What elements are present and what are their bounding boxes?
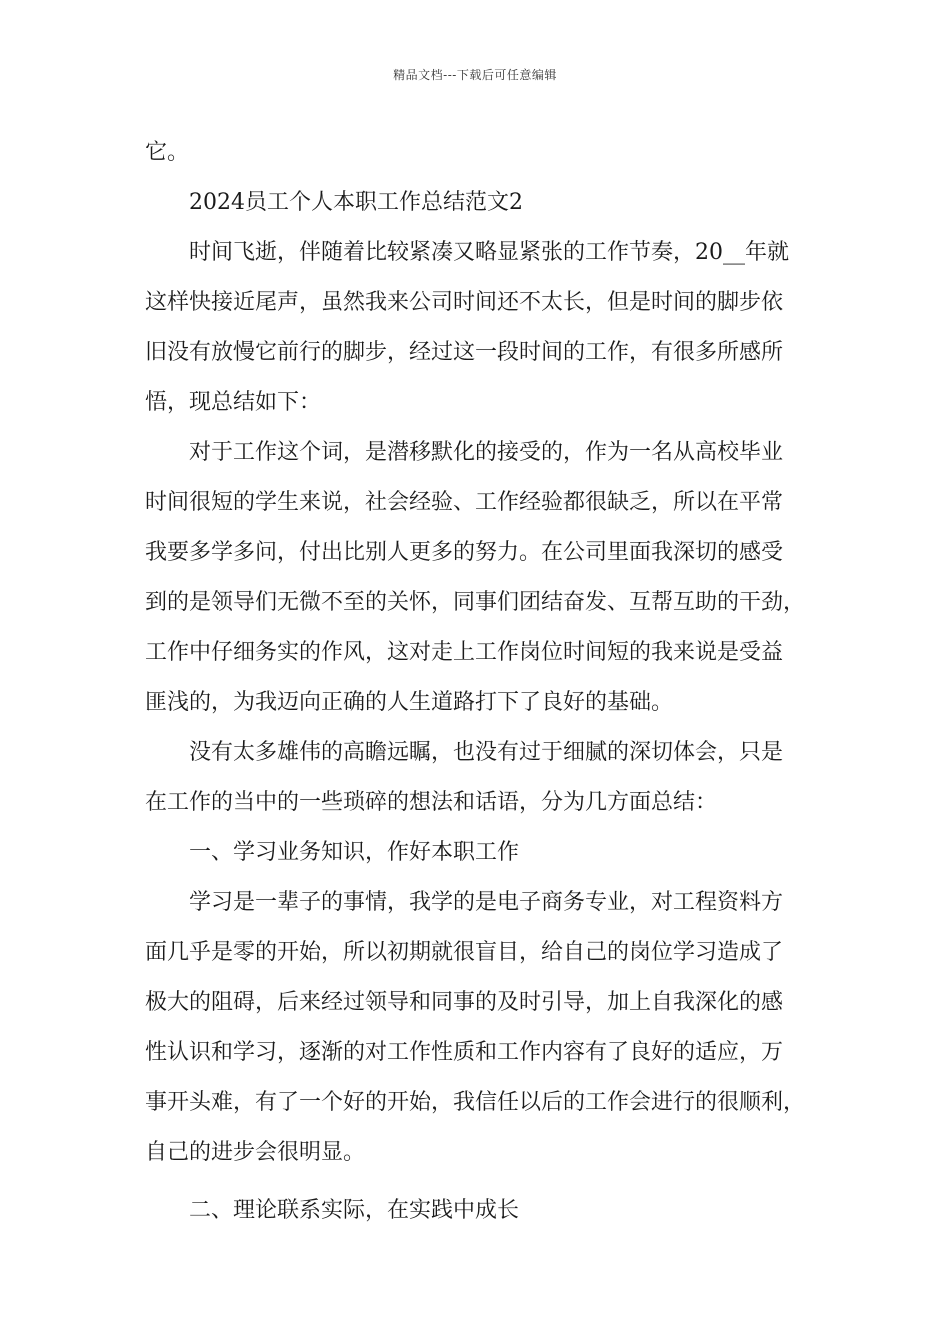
text-line: 自己的进步会很明显。: [145, 1140, 366, 1165]
document-body: [145, 128, 815, 1236]
text-line: 极大的阻碍，后来经过领导和同事的及时引导，加上自我深化的感: [145, 990, 784, 1015]
text-line: 工作中仔细务实的作风，这对走上工作岗位时间短的我来说是受益: [145, 640, 784, 665]
text-line: 这样快接近尾声，虽然我来公司时间还不太长，但是时间的脚步依: [145, 290, 784, 315]
section-title: 2024员工个人本职工作总结范文2: [189, 190, 523, 215]
page-header: 精品文档---下载后可任意编辑: [393, 68, 557, 82]
text-line: 我要多学多问，付出比别人更多的努力。在公司里面我深切的感受: [145, 540, 784, 565]
text-line: 性认识和学习，逐渐的对工作性质和工作内容有了良好的适应，万: [145, 1040, 784, 1065]
text-line: 事开头难，有了一个好的开始，我信任以后的工作会进行的很顺利，: [145, 1090, 806, 1115]
text-line: 在工作的当中的一些琐碎的想法和话语，分为几方面总结：: [145, 790, 718, 815]
section-heading: 一、学习业务知识，作好本职工作: [189, 840, 520, 865]
text-line: 对于工作这个词，是潜移默化的接受的，作为一名从高校毕业: [189, 440, 784, 465]
section-heading: 二、理论联系实际，在实践中成长: [189, 1198, 520, 1223]
paragraph-gap: [145, 1178, 815, 1186]
text-line: 时间很短的学生来说，社会经验、工作经验都很缺乏，所以在平常: [145, 490, 784, 515]
text-line: 面几乎是零的开始，所以初期就很盲目，给自己的岗位学习造成了: [145, 940, 784, 965]
text-line: 悟，现总结如下：: [145, 390, 322, 415]
text-line: 旧没有放慢它前行的脚步，经过这一段时间的工作，有很多所感所: [145, 340, 784, 365]
text-line: 匪浅的，为我迈向正确的人生道路打下了良好的基础。: [145, 690, 674, 715]
text-line: 学习是一辈子的事情，我学的是电子商务专业，对工程资料方: [189, 890, 784, 915]
text-line: 它。: [145, 140, 190, 165]
text-line: 时间飞逝，伴随着比较紧凑又略显紧张的工作节奏，20__年就: [189, 240, 789, 265]
text-line: 没有太多雄伟的高瞻远瞩，也没有过于细腻的深切体会，只是: [189, 740, 784, 765]
text-line: 到的是领导们无微不至的关怀，同事们团结奋发、互帮互助的干劲，: [145, 590, 806, 615]
